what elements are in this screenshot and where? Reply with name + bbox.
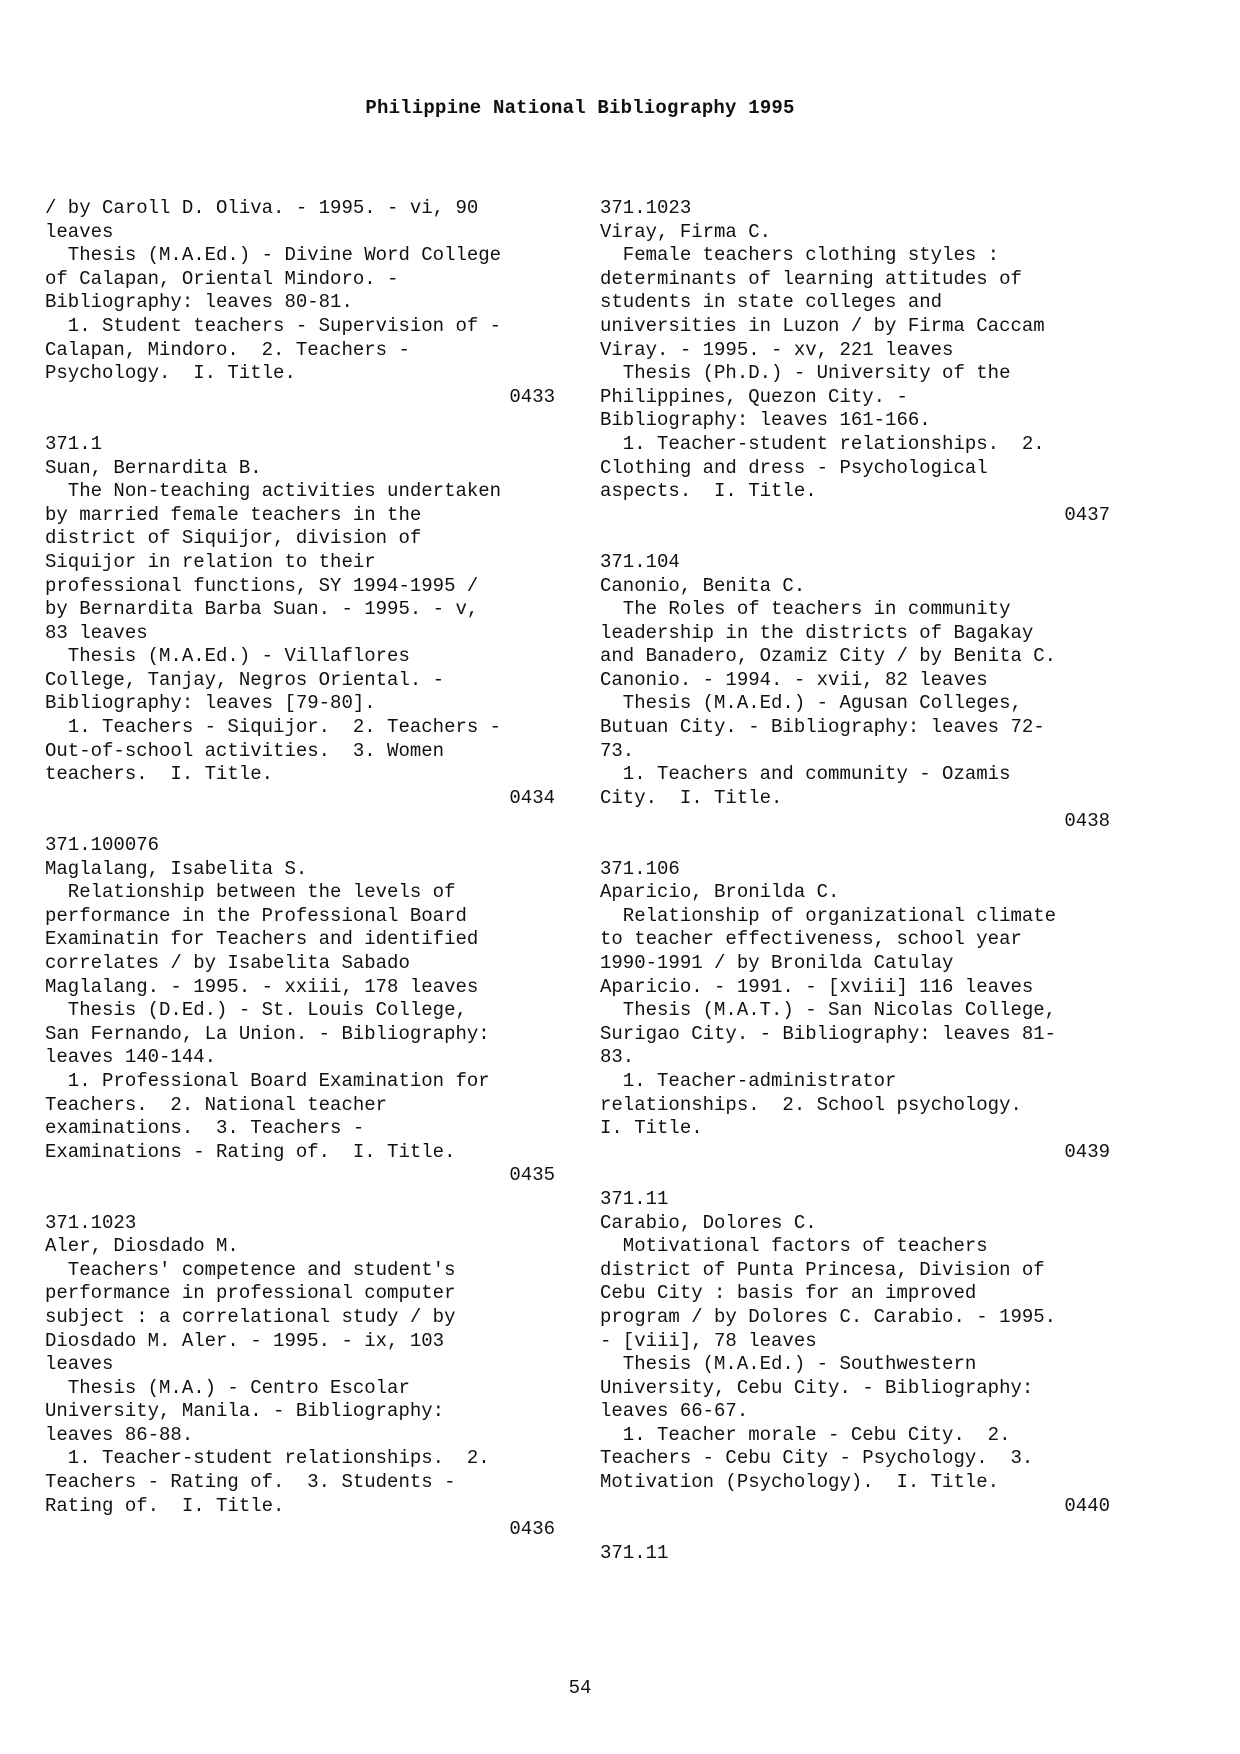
left-column — [45, 197, 555, 1565]
bibliography-entry — [45, 834, 555, 1188]
entry-line: teachers. I. Title. — [45, 763, 274, 786]
entry-line: Clothing and dress - Psychological — [600, 456, 988, 479]
entry-line: by Bernardita Barba Suan. - 1995. - v, — [45, 598, 479, 621]
entry-line: aspects. I. Title. — [600, 480, 817, 503]
entry-line: Bibliography: leaves [79-80]. — [45, 692, 376, 715]
bibliography-entry — [600, 197, 1110, 527]
classification-number: 371.1023 — [600, 197, 692, 219]
author-name: Aparicio, Bronilda C. — [600, 881, 840, 904]
entry-line: correlates / by Isabelita Sabado — [45, 952, 410, 974]
entry-line: Teachers' competence and student's — [45, 1258, 456, 1281]
entry-line: The Non-teaching activities undertaken — [45, 480, 502, 503]
author-name: Aler, Diosdado M. — [45, 1235, 239, 1258]
bibliography-entry — [600, 551, 1110, 834]
classification-number: 371.1023 — [45, 1211, 137, 1234]
entry-line: by married female teachers in the — [45, 503, 422, 526]
bibliography-entry — [600, 858, 1110, 1165]
entry-line: Thesis (M.A.) - Centro Escolar — [45, 1376, 410, 1399]
entry-line: universities in Luzon / by Firma Caccam — [600, 314, 1045, 337]
entry-line: 83. — [600, 1046, 635, 1069]
continued-entry — [45, 197, 555, 409]
classification-number: 371.1 — [45, 432, 103, 455]
entry-line: College, Tanjay, Negros Oriental. - — [45, 668, 445, 691]
entry-line: leadership in the districts of Bagakay — [600, 621, 1034, 644]
right-column — [600, 197, 1110, 1589]
entry-line: Bibliography: leaves 161-166. — [600, 409, 931, 432]
author-name: Suan, Bernardita B. — [45, 456, 262, 479]
entry-line: Teachers. 2. National teacher — [45, 1093, 388, 1116]
entry-line: 1. Teacher-student relationships. 2. — [600, 432, 1045, 455]
entry-line: Philippines, Quezon City. - — [600, 385, 908, 408]
entry-line: 83 leaves — [45, 621, 148, 644]
entry-line: 1. Teachers and community - Ozamis — [600, 763, 1011, 786]
author-name: Viray, Firma C. — [600, 220, 772, 243]
entry-line: leaves — [45, 1353, 114, 1376]
classification-number: 371.11 — [600, 1541, 669, 1564]
entry-line: Thesis (M.A.Ed.) - Villaflores — [45, 645, 410, 668]
entry-line: Cebu City : basis for an improved — [600, 1282, 977, 1305]
entry-line: Teachers - Rating of. 3. Students - — [45, 1471, 456, 1494]
entry-line: Thesis (M.A.Ed.) - Southwestern — [600, 1353, 977, 1376]
entry-line: Thesis (Ph.D.) - University of the — [600, 362, 1011, 385]
entry-number: 0434 — [509, 786, 555, 809]
entry-number: 0435 — [509, 1164, 555, 1187]
entry-number: 0439 — [1064, 1140, 1110, 1163]
page-number: 54 — [568, 1677, 592, 1699]
entry-line: 1. Teacher morale - Cebu City. 2. — [600, 1423, 1011, 1446]
entry-line: students in state colleges and — [600, 291, 943, 314]
entry-line: The Roles of teachers in community — [600, 598, 1011, 621]
entry-line: City. I. Title. — [600, 786, 783, 809]
entry-line: Butuan City. - Bibliography: leaves 72- — [600, 716, 1045, 739]
author-name: Carabio, Dolores C. — [600, 1211, 817, 1234]
entry-line: and Banadero, Ozamiz City / by Benita C. — [600, 645, 1057, 668]
entry-line: 1990-1991 / by Bronilda Catulay — [600, 952, 954, 974]
entry-line: Motivation (Psychology). I. Title. — [600, 1471, 1000, 1494]
entry-line: Thesis (M.A.Ed.) - Divine Word College — [45, 244, 502, 267]
entry-line: Psychology. I. Title. — [45, 362, 296, 385]
entry-line: performance in the Professional Board — [45, 904, 467, 927]
entry-number: 0433 — [509, 385, 555, 408]
entry-line: Out-of-school activities. 3. Women — [45, 739, 445, 762]
bibliography-entry — [600, 1188, 1110, 1518]
entry-number: 0437 — [1064, 503, 1110, 526]
entry-line: Relationship between the levels of — [45, 881, 456, 904]
entry-line: leaves 140-144. — [45, 1046, 217, 1069]
entry-line: Siquijor in relation to their — [45, 550, 376, 573]
entry-line: 1. Professional Board Examination for — [45, 1069, 490, 1092]
entry-line: Maglalang. - 1995. - xxiii, 178 leaves — [45, 975, 479, 998]
entry-line: Viray. - 1995. - xv, 221 leaves — [600, 338, 954, 361]
entry-line: of Calapan, Oriental Mindoro. - — [45, 267, 399, 290]
entry-line: Aparicio. - 1991. - [xviii] 116 leaves — [600, 975, 1034, 998]
entry-line: leaves 86-88. — [45, 1423, 194, 1446]
entry-line: / by Caroll D. Oliva. - 1995. - vi, 90 — [45, 197, 479, 219]
entry-number: 0438 — [1064, 810, 1110, 833]
entry-number: 0436 — [509, 1518, 555, 1541]
entry-line: relationships. 2. School psychology. — [600, 1093, 1022, 1116]
entry-line: Examinatin for Teachers and identified — [45, 928, 479, 951]
entry-line: Examinations - Rating of. I. Title. — [45, 1140, 456, 1163]
classification-number: 371.11 — [600, 1187, 669, 1210]
entry-line: 1. Student teachers - Supervision of - — [45, 314, 502, 337]
entry-line: 73. — [600, 739, 635, 762]
author-name: Canonio, Benita C. — [600, 574, 806, 597]
bibliography-entry-start — [600, 1542, 1110, 1566]
entry-line: program / by Dolores C. Carabio. - 1995. — [600, 1305, 1057, 1328]
entry-line: Teachers - Cebu City - Psychology. 3. — [600, 1447, 1034, 1470]
entry-line: Calapan, Mindoro. 2. Teachers - — [45, 338, 410, 361]
entry-line: University, Manila. - Bibliography: — [45, 1400, 445, 1423]
entry-line: Canonio. - 1994. - xvii, 82 leaves — [600, 668, 988, 691]
entry-line: Thesis (D.Ed.) - St. Louis College, — [45, 999, 467, 1022]
entry-line: professional functions, SY 1994-1995 / — [45, 574, 479, 597]
entry-line: Surigao City. - Bibliography: leaves 81- — [600, 1022, 1057, 1045]
bibliography-entry — [45, 1212, 555, 1542]
entry-line: Bibliography: leaves 80-81. — [45, 291, 353, 314]
entry-line: University, Cebu City. - Bibliography: — [600, 1376, 1034, 1399]
entry-line: San Fernando, La Union. - Bibliography: — [45, 1022, 490, 1045]
classification-number: 371.104 — [600, 550, 680, 573]
entry-line: Rating of. I. Title. — [45, 1494, 285, 1517]
entry-line: Motivational factors of teachers — [600, 1235, 988, 1258]
entry-line: Diosdado M. Aler. - 1995. - ix, 103 — [45, 1329, 445, 1352]
entry-line: determinants of learning attitudes of — [600, 267, 1022, 290]
entry-line: 1. Teacher-administrator — [600, 1069, 897, 1092]
entry-number: 0440 — [1064, 1494, 1110, 1517]
entry-line: Relationship of organizational climate — [600, 904, 1057, 927]
entry-line: performance in professional computer — [45, 1282, 456, 1305]
entry-line: district of Siquijor, division of — [45, 527, 422, 550]
entry-line: Thesis (M.A.T.) - San Nicolas College, — [600, 999, 1057, 1022]
entry-line: Thesis (M.A.Ed.) - Agusan Colleges, — [600, 692, 1022, 715]
entry-line: 1. Teacher-student relationships. 2. — [45, 1447, 490, 1470]
author-name: Maglalang, Isabelita S. — [45, 857, 308, 880]
page-header-title: Philippine National Bibliography 1995 — [365, 97, 795, 119]
entry-line: examinations. 3. Teachers - — [45, 1117, 365, 1140]
entry-line: 1. Teachers - Siquijor. 2. Teachers - — [45, 716, 502, 739]
entry-line: I. Title. — [600, 1117, 703, 1140]
entry-line: - [viii], 78 leaves — [600, 1329, 817, 1352]
classification-number: 371.100076 — [45, 834, 160, 857]
bibliography-entry — [45, 433, 555, 811]
entry-line: leaves — [45, 220, 114, 243]
entry-line: to teacher effectiveness, school year — [600, 928, 1022, 951]
entry-line: leaves 66-67. — [600, 1400, 749, 1423]
entry-line: district of Punta Princesa, Division of — [600, 1258, 1045, 1281]
entry-line: Female teachers clothing styles : — [600, 244, 1000, 267]
classification-number: 371.106 — [600, 857, 680, 880]
entry-line: subject : a correlational study / by — [45, 1305, 456, 1328]
